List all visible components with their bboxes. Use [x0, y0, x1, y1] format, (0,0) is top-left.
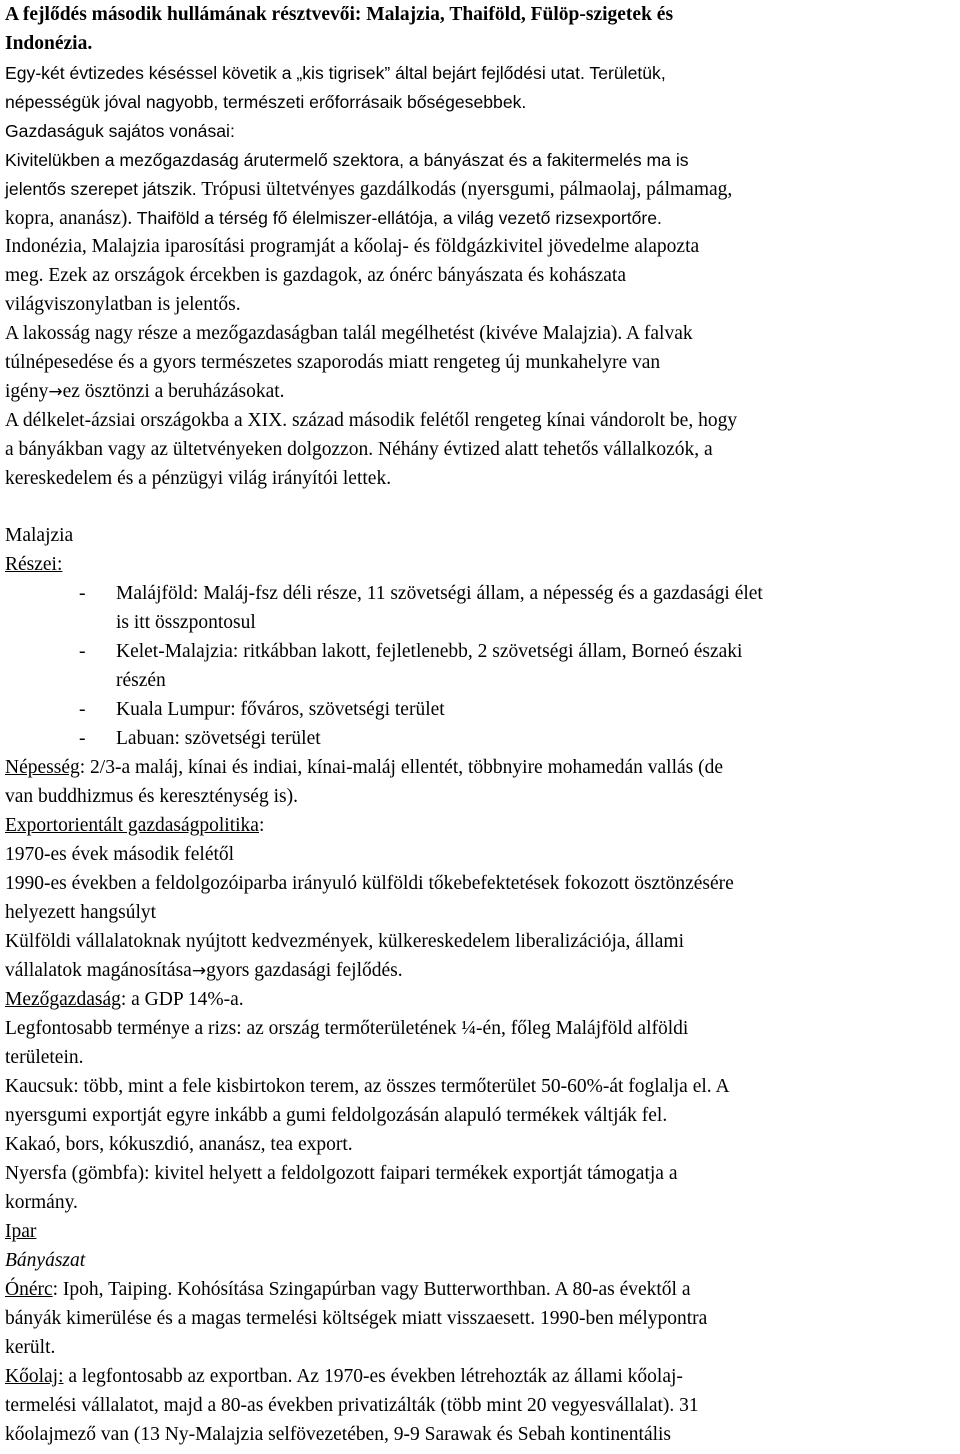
list-bullet: - — [79, 699, 86, 720]
text-run: : — [258, 815, 265, 836]
onerc-line: került. — [5, 1337, 56, 1358]
text-run: : 2/3-a maláj, kínai és indiai, kínai-maláj ellentét, többnyire mohamedán vallás (de — [79, 757, 724, 778]
intro-line: Indonézia, Malajzia iparosítási programját a kőolaj- és földgázkivitel jövedelme alapozta — [5, 236, 700, 257]
onerc-line: bányák kimerülése és a magas termelési költségek miatt visszaesett. 1990-ben mélypontra — [5, 1308, 708, 1329]
koolaj-line: kőolajmező van (13 Ny-Malajzia selfövezetében, 9-9 Sarawak és Sebah kontinentális — [5, 1424, 672, 1445]
text-run: jelentős szerepet játszik. — [5, 179, 197, 199]
text-run: meg. — [5, 265, 44, 286]
list-item: Labuan: szövetségi terület — [116, 728, 321, 749]
intro-line: Kivitelükben a mezőgazdaság árutermelő szektora, a bányászat és a fakitermelés ma is — [5, 150, 689, 170]
mezo-line: Kakaó, bors, kókuszdió, ananász, tea export. — [5, 1134, 353, 1155]
mezo-line: kormány. — [5, 1192, 78, 1213]
mezo-line: Nyersfa (gömbfa): kivitel helyett a feldolgozott faipari termékek exportját támogatja a — [5, 1163, 678, 1184]
section-title-line-2: Indonézia. — [5, 33, 93, 54]
intro-line: túlnépesedése és a gyors természetes szaporodás miatt rengeteg új munkahelyre van — [5, 352, 661, 373]
reszei-label: Részei: — [5, 554, 63, 575]
section-title-line-1: A fejlődés második hullámának résztvevői: Malajzia, Thaiföld, Fülöp-szigetek és — [5, 4, 674, 25]
intro-line: Gazdaságuk sajátos vonásai: — [5, 121, 235, 141]
export-line: Külföldi vállalatoknak nyújtott kedvezmények, külkereskedelem liberalizációja, állami — [5, 931, 685, 952]
onerc-label: Ónérc — [5, 1279, 53, 1300]
list-item: Kuala Lumpur: főváros, szövetségi terület — [116, 699, 445, 720]
list-bullet: - — [79, 641, 86, 662]
nepesseg-label: Népesség — [5, 757, 80, 778]
arrow-right-icon: → — [191, 961, 207, 981]
intro-line: a bányákban vagy az ültetvényeken dolgozzon. Néhány évtized alatt tehetős vállalkozók, a — [5, 439, 713, 460]
intro-line — [5, 380, 285, 404]
text-run: igény — [5, 381, 49, 402]
ipar-heading: Ipar — [5, 1221, 37, 1242]
intro-line — [5, 177, 732, 202]
mezo-line: Legfontosabb terménye a rizs: az ország termőterületének ¼-én, főleg Malájföld alföldi — [5, 1018, 689, 1039]
intro-line — [5, 206, 662, 231]
export-label: Exportorientált gazdaságpolitika — [5, 815, 259, 836]
intro-line: kereskedelem és a pénzügyi világ irányítói lettek. — [5, 468, 392, 489]
koolaj-label: Kőolaj: — [5, 1366, 64, 1387]
intro-line: A lakosság nagy része a mezőgazdaságban talál megélhetést (kivéve Malajzia). A falvak — [5, 323, 693, 344]
mezo-label: Mezőgazdaság — [5, 989, 121, 1010]
text-run: : Ipoh, Taiping. Kohósítása Szingapúrban vagy Butterworthban. A 80-as évektől a — [52, 1279, 691, 1300]
onerc-line — [5, 1278, 691, 1302]
text-run: Trópusi ültetvényes gazdálkodás (nyersgumi, pálmaolaj, pálmamag, — [196, 179, 733, 200]
mezo-line: Kaucsuk: több, mint a fele kisbirtokon terem, az összes termőterület 50-60%-át foglalja el. A — [5, 1076, 730, 1097]
list-item: is itt összpontosul — [116, 612, 256, 633]
list-item: Malájföld: Maláj-fsz déli része, 11 szövetségi állam, a népesség és a gazdasági élet — [116, 583, 763, 604]
intro-line: népességük jóval nagyobb, természeti erőforrásaik bőségesebbek. — [5, 92, 527, 112]
text-run: Thaiföld a térség fő élelmiszer-ellátója, a világ vezető rizsexportőre. — [132, 208, 662, 228]
koolaj-line: termelési vállalatot, majd a 80-as években privatizálták (több mint 20 vegyesvállalat). 31 — [5, 1395, 699, 1416]
text-run: a legfontosabb az exportban. Az 1970-es években létrehozták az állami kőolaj- — [63, 1366, 683, 1387]
list-bullet: - — [79, 583, 86, 604]
text-run: gyors gazdasági fejlődés. — [206, 960, 403, 981]
intro-line — [5, 264, 626, 288]
export-line: 1990-es években a feldolgozóiparba irányuló külföldi tőkebefektetések fokozott ösztönzésére — [5, 873, 734, 894]
nepesseg-line: van buddhizmus és kereszténység is). — [5, 786, 298, 807]
text-run: ez ösztönzi a beruházásokat. — [62, 381, 285, 402]
mezo-line: nyersgumi exportját egyre inkább a gumi feldolgozásán alapuló termékek váltják fel. — [5, 1105, 668, 1126]
koolaj-line — [5, 1365, 683, 1389]
intro-line: világviszonylatban is jelentős. — [5, 294, 241, 315]
text-run: : a GDP 14%-a. — [120, 989, 244, 1010]
intro-line: A délkelet-ázsiai országokba a XIX. század második felétől rengeteg kínai vándorolt be, hogy — [5, 410, 738, 431]
mezo-line: területein. — [5, 1047, 84, 1068]
nepesseg-line — [5, 756, 723, 780]
intro-line: Egy-két évtizedes késéssel követik a „kis tigrisek” által bejárt fejlődési utat. Területük, — [5, 63, 666, 83]
text-run: kopra, ananász). — [5, 208, 133, 229]
banyaszat-heading: Bányászat — [5, 1250, 86, 1271]
export-heading — [5, 814, 264, 838]
list-bullet: - — [79, 728, 86, 749]
mezo-heading — [5, 988, 244, 1012]
list-item: Kelet-Malajzia: ritkábban lakott, fejletlenebb, 2 szövetségi állam, Borneó északi — [116, 641, 743, 662]
text-run: Ezek az országok ércekben is gazdagok, az ónérc bányászata és kohászata — [43, 265, 626, 286]
malajzia-heading: Malajzia — [5, 525, 74, 546]
export-line: helyezett hangsúlyt — [5, 902, 157, 923]
text-run: vállalatok magánosítása — [5, 960, 192, 981]
arrow-right-icon: → — [48, 382, 63, 402]
list-item: részén — [116, 670, 166, 691]
export-line: 1970-es évek második felétől — [5, 844, 235, 865]
export-line — [5, 959, 403, 983]
